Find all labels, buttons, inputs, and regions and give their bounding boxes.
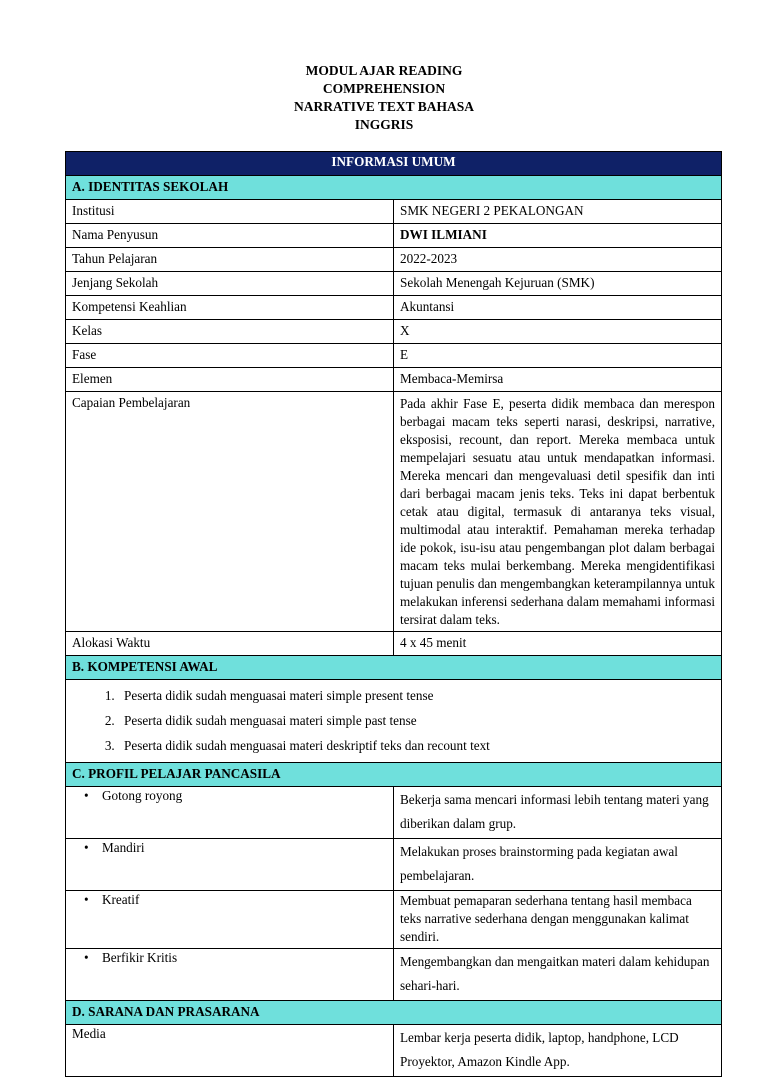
- section-identitas: [66, 176, 722, 200]
- list-item: 3. Peserta didik sudah menguasai materi deskriptif teks dan recount text: [118, 733, 715, 758]
- table-row: [66, 224, 722, 248]
- list-item: 1. Peserta didik sudah menguasai materi simple present tense: [118, 683, 715, 708]
- row-value: Membaca-Memirsa: [394, 368, 722, 392]
- section-informasi-umum: [66, 152, 722, 176]
- row-value: Melakukan proses brainstorming pada kegiatan awal pembelajaran.: [394, 839, 722, 891]
- kompetensi-list-cell: [66, 680, 722, 763]
- table-row: [66, 839, 722, 891]
- row-label: Kelas: [66, 320, 394, 344]
- section-header: C. PROFIL PELAJAR PANCASILA: [66, 763, 722, 787]
- section-header: A. IDENTITAS SEKOLAH: [66, 176, 722, 200]
- section-header: INFORMASI UMUM: [66, 152, 722, 176]
- row-label: Institusi: [66, 200, 394, 224]
- document-title: [0, 62, 768, 134]
- bullet-icon: •: [84, 840, 89, 855]
- title-line-4: INGGRIS: [354, 117, 414, 132]
- table-row: [66, 248, 722, 272]
- row-label: • Mandiri: [66, 839, 394, 891]
- row-label: Jenjang Sekolah: [66, 272, 394, 296]
- row-value: E: [394, 344, 722, 368]
- table-row: [66, 296, 722, 320]
- title-line-3: NARRATIVE TEXT BAHASA: [293, 99, 475, 114]
- bullet-icon: •: [84, 950, 89, 965]
- row-value: Mengembangkan dan mengaitkan materi dalam kehidupan sehari-hari.: [394, 949, 722, 1001]
- table-row: [66, 200, 722, 224]
- table-row: [66, 1025, 722, 1077]
- row-label: Nama Penyusun: [66, 224, 394, 248]
- row-value: 4 x 45 menit: [394, 632, 722, 656]
- kompetensi-list: [72, 683, 715, 758]
- table-row: [66, 272, 722, 296]
- table-row: [66, 891, 722, 949]
- row-value: Akuntansi: [394, 296, 722, 320]
- row-label: Kompetensi Keahlian: [66, 296, 394, 320]
- table-row: [66, 632, 722, 656]
- bullet-icon: •: [84, 788, 89, 803]
- kompetensi-list-row: [66, 680, 722, 763]
- row-label: Elemen: [66, 368, 394, 392]
- row-value: 2022-2023: [394, 248, 722, 272]
- title-line-1: MODUL AJAR READING: [305, 63, 463, 78]
- capaian-pembelajaran-text: Pada akhir Fase E, peserta didik membaca dan merespon berbagai macam teks seperti narasi, deskripsi, narrative, eksposisi, recount, dan report. Mereka membaca untuk mempelajari sesuatu atau untuk mendapatkan informasi. Mereka mencari dan mengevaluasi detil spesifik dan inti dari berbagai macam jenis teks. Teks ini dapat berbentuk cetak atau digital, termasuk di antaranya teks visual, multimodal atau interaktif. Pemahaman mereka terhadap ide pokok, isu-isu atau pengembangan plot dalam berbagai macam teks mulai berkembang. Mereka mengidentifikasi tujuan penulis dan mengembangkan keterampilannya untuk melakukan inferensi sederhana dalam memahami informasi tersirat dalam teks.: [394, 392, 722, 632]
- row-label: Alokasi Waktu: [66, 632, 394, 656]
- table-row: [66, 344, 722, 368]
- section-sarana-prasarana: [66, 1001, 722, 1025]
- row-value: Membuat pemaparan sederhana tentang hasil membaca teks narrative sederhana dengan menggunakan kalimat sendiri.: [394, 891, 722, 949]
- row-label: • Kreatif: [66, 891, 394, 949]
- row-value: Lembar kerja peserta didik, laptop, handphone, LCD Proyektor, Amazon Kindle App.: [394, 1025, 722, 1077]
- row-label: Capaian Pembelajaran: [66, 392, 394, 632]
- table-row: [66, 949, 722, 1001]
- section-header: B. KOMPETENSI AWAL: [66, 656, 722, 680]
- row-label: Media: [66, 1025, 394, 1077]
- section-kompetensi-awal: [66, 656, 722, 680]
- section-header: D. SARANA DAN PRASARANA: [66, 1001, 722, 1025]
- section-profil-pelajar: [66, 763, 722, 787]
- row-value: Bekerja sama mencari informasi lebih tentang materi yang diberikan dalam grup.: [394, 787, 722, 839]
- row-value: SMK NEGERI 2 PEKALONGAN: [394, 200, 722, 224]
- table-row: [66, 392, 722, 632]
- row-label: Fase: [66, 344, 394, 368]
- info-table: [65, 151, 722, 1077]
- list-item: 2. Peserta didik sudah menguasai materi simple past tense: [118, 708, 715, 733]
- row-value: DWI ILMIANI: [394, 224, 722, 248]
- row-label: • Berfikir Kritis: [66, 949, 394, 1001]
- title-line-2: COMPREHENSION: [322, 81, 446, 96]
- row-label: Tahun Pelajaran: [66, 248, 394, 272]
- row-value: Sekolah Menengah Kejuruan (SMK): [394, 272, 722, 296]
- row-label: • Gotong royong: [66, 787, 394, 839]
- table-row: [66, 787, 722, 839]
- row-value: X: [394, 320, 722, 344]
- bullet-icon: •: [84, 892, 89, 907]
- table-row: [66, 368, 722, 392]
- table-row: [66, 320, 722, 344]
